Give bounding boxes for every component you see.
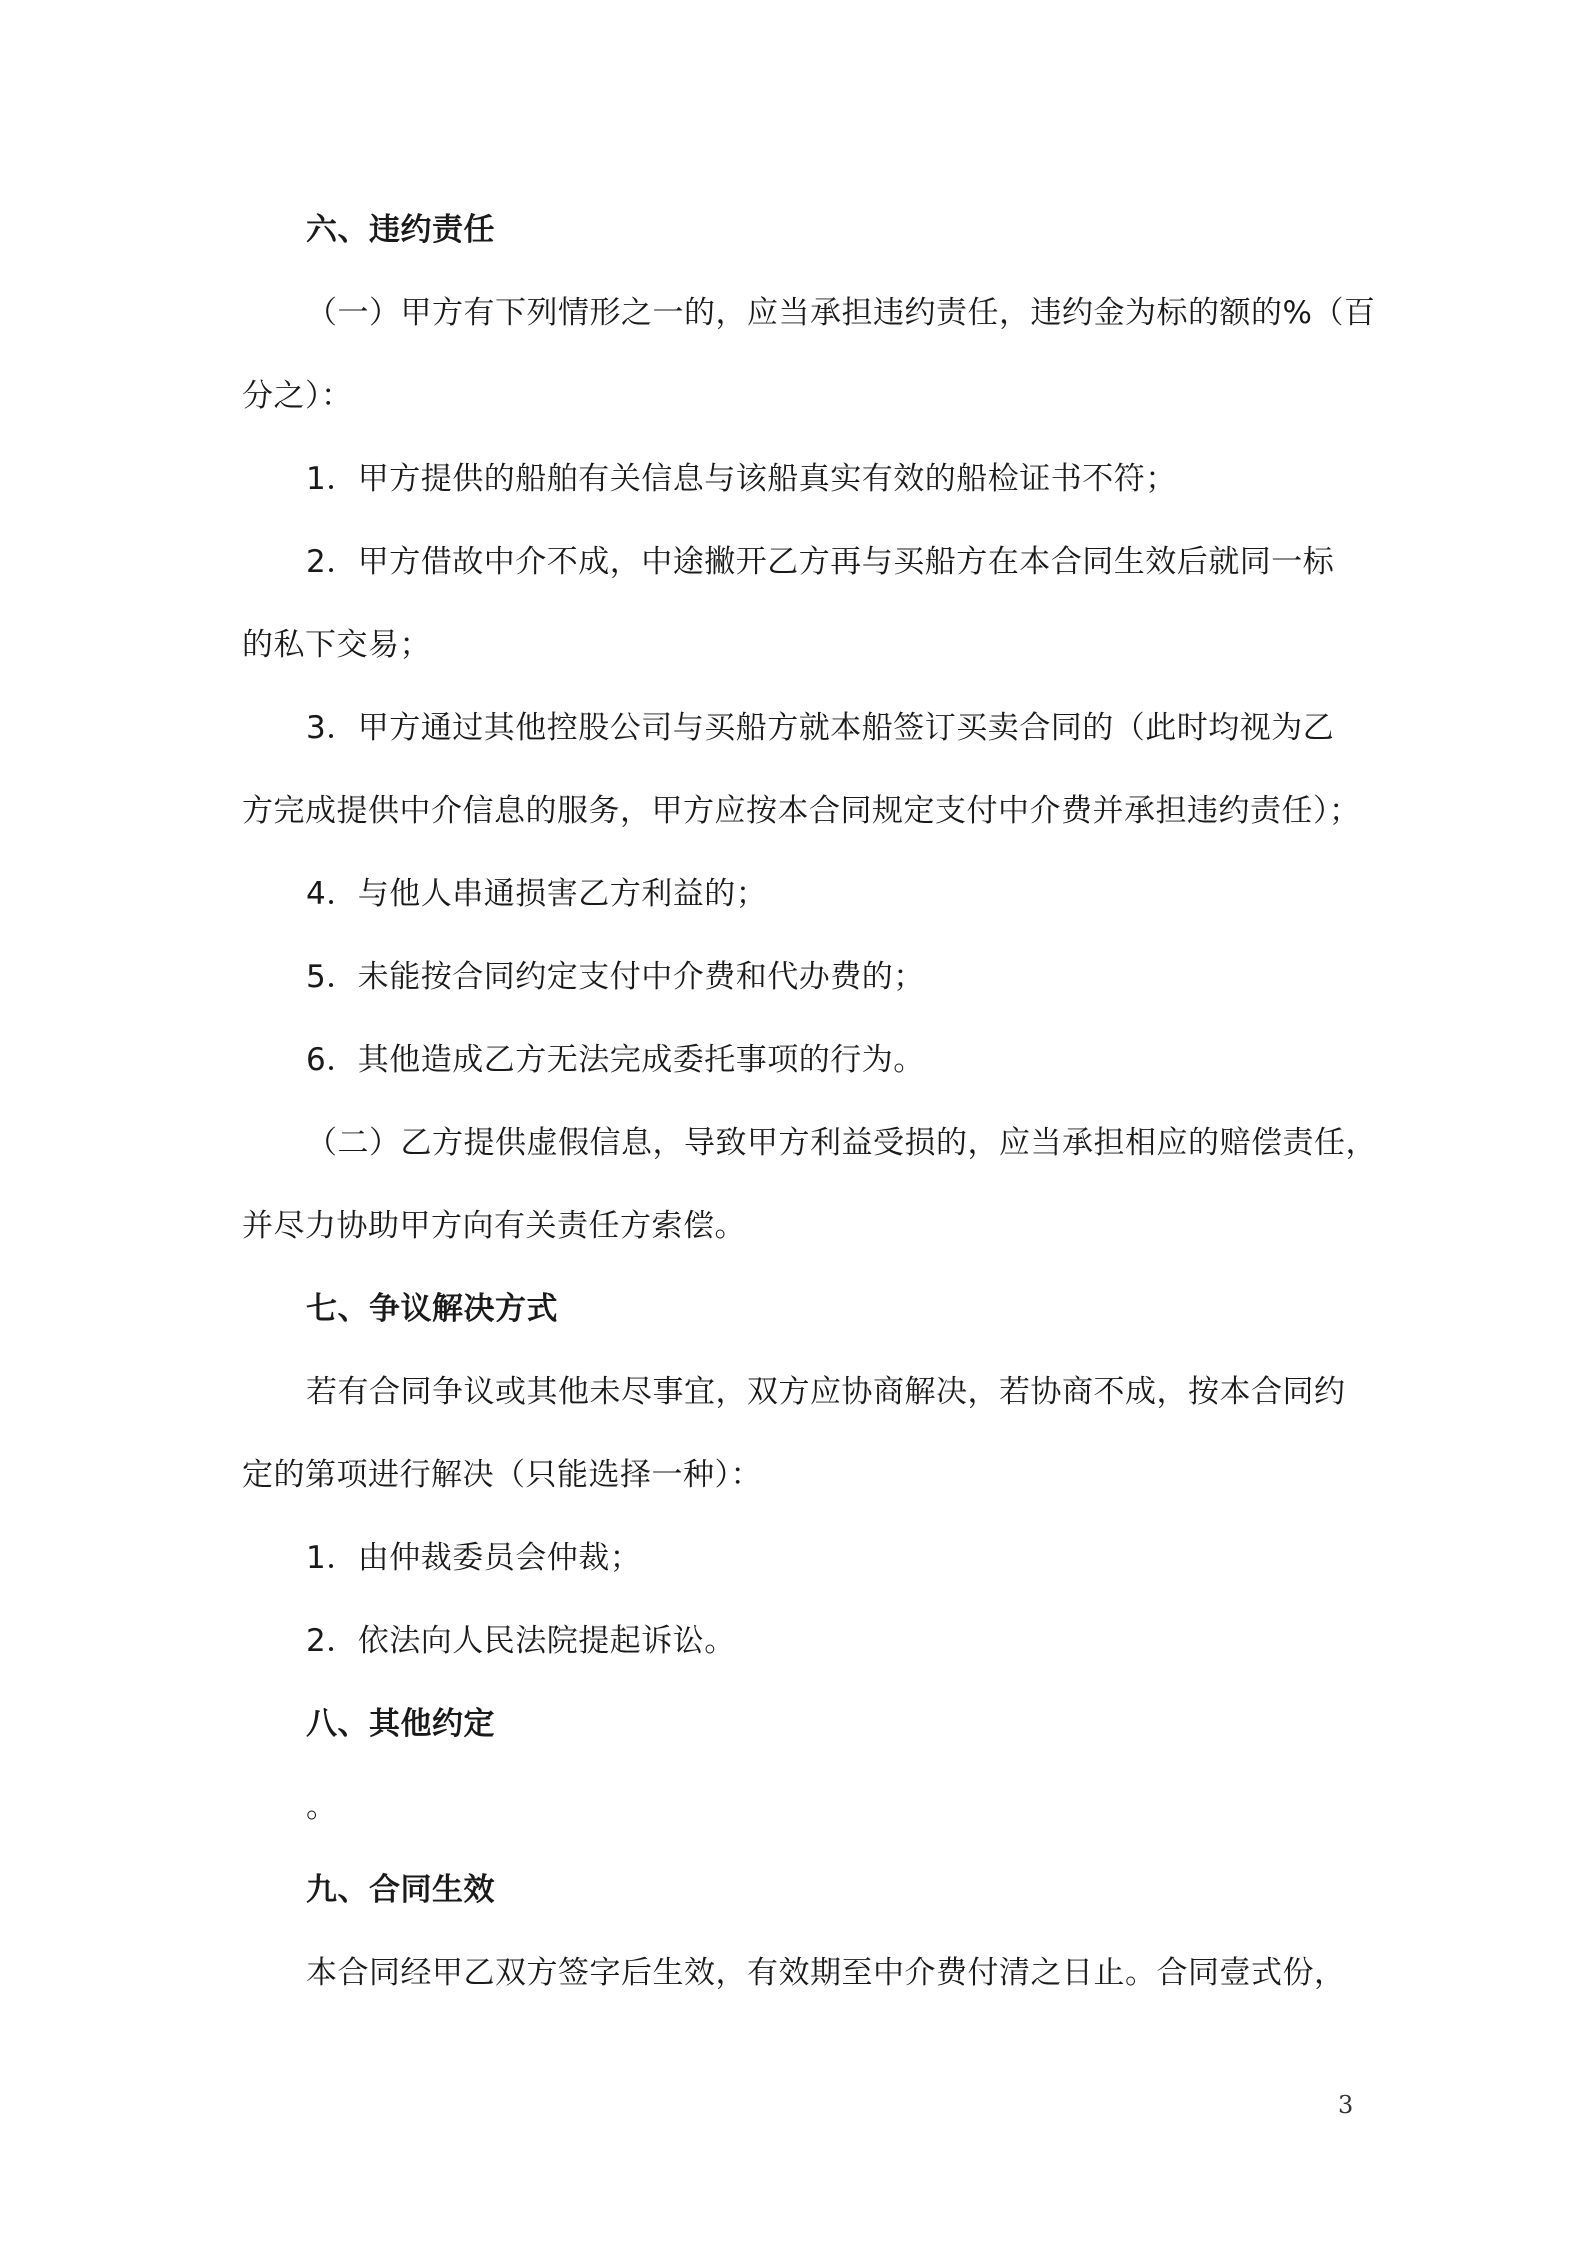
- dispute-paragraph-cont: 定的第项进行解决（只能选择一种）：: [242, 1457, 762, 1493]
- list-item: 1．由仲裁委员会仲裁；: [306, 1540, 642, 1576]
- clause-party-a-breach-cont: 分之）：: [242, 378, 353, 414]
- section-heading-other: 八、其他约定: [306, 1706, 495, 1742]
- effect-paragraph: 本合同经甲乙双方签字后生效，有效期至中介费付清之日止。合同壹式份，: [306, 1955, 1346, 1991]
- section-heading-dispute: 七、争议解决方式: [306, 1291, 558, 1327]
- list-item-cont: 的私下交易；: [242, 627, 431, 663]
- clause-party-a-breach: （一）甲方有下列情形之一的，应当承担违约责任，违约金为标的额的%（百: [306, 295, 1376, 331]
- list-item: 3．甲方通过其他控股公司与买船方就本船签订买卖合同的（此时均视为乙: [306, 710, 1335, 746]
- dispute-paragraph: 若有合同争议或其他未尽事宜，双方应协商解决，若协商不成，按本合同约: [306, 1374, 1346, 1410]
- section-heading-breach: 六、违约责任: [306, 212, 495, 248]
- list-item: 6．其他造成乙方无法完成委托事项的行为。: [306, 1042, 925, 1078]
- clause-party-b-breach-cont: 并尽力协助甲方向有关责任方索偿。: [242, 1208, 746, 1244]
- list-item: 2．依法向人民法院提起诉讼。: [306, 1623, 736, 1659]
- page-number: 3: [1338, 2091, 1354, 2119]
- list-item: 5．未能按合同约定支付中介费和代办费的；: [306, 959, 925, 995]
- other-terms-paragraph: 。: [306, 1789, 338, 1825]
- clause-party-b-breach: （二）乙方提供虚假信息，导致甲方利益受损的，应当承担相应的赔偿责任，: [306, 1125, 1377, 1161]
- list-item-cont: 方完成提供中介信息的服务，甲方应按本合同规定支付中介费并承担违约责任）；: [242, 793, 1361, 829]
- list-item: 4．与他人串通损害乙方利益的；: [306, 876, 768, 912]
- list-item: 2．甲方借故中介不成，中途撇开乙方再与买船方在本合同生效后就同一标: [306, 544, 1335, 580]
- list-item: 1．甲方提供的船舶有关信息与该船真实有效的船检证书不符；: [306, 461, 1177, 497]
- section-heading-effect: 九、合同生效: [306, 1872, 495, 1908]
